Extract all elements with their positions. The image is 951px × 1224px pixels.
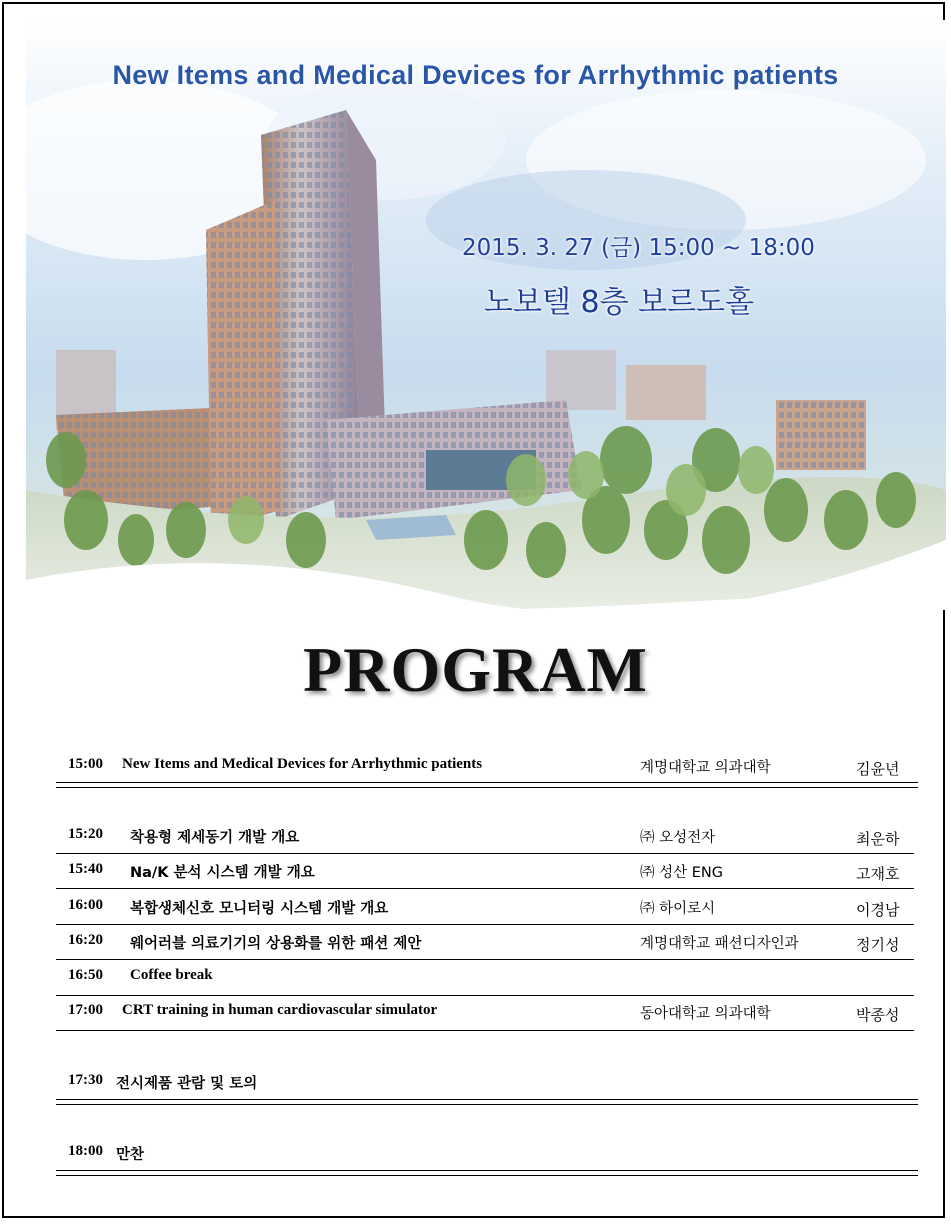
session-time: 15:00 xyxy=(68,756,103,772)
divider xyxy=(56,1030,914,1031)
divider xyxy=(56,853,914,854)
session-time: 18:00 xyxy=(68,1143,103,1159)
event-venue: 노보텔 8층 보르도홀 xyxy=(484,285,754,320)
session-time: 16:20 xyxy=(68,932,103,948)
session-organization: 계명대학교 패션디자인과 xyxy=(640,936,799,952)
session-topic: Coffee break xyxy=(130,967,213,983)
session-organization: 계명대학교 의과대학 xyxy=(640,760,771,776)
session-speaker: 최운하 xyxy=(856,830,900,848)
event-date: 2015. 3. 27 (금) 15:00 ~ 18:00 xyxy=(462,235,815,261)
program-row xyxy=(56,822,918,852)
divider xyxy=(56,995,914,996)
session-topic: Na/K 분석 시스템 개발 개요 xyxy=(130,865,315,881)
divider xyxy=(56,888,914,889)
program-heading: PROGRAM xyxy=(303,634,648,705)
divider xyxy=(56,1099,918,1105)
session-topic: 전시제품 관람 및 토의 xyxy=(116,1076,258,1092)
program-row xyxy=(56,998,918,1028)
session-topic: CRT training in human cardiovascular simulator xyxy=(122,1002,438,1018)
session-time: 17:00 xyxy=(68,1002,103,1018)
session-time: 16:50 xyxy=(68,967,103,983)
program-row xyxy=(56,893,918,923)
session-topic: 만찬 xyxy=(116,1147,145,1163)
program-row xyxy=(56,928,918,958)
session-topic: 웨어러블 의료기기의 상용화를 위한 패션 제안 xyxy=(130,936,422,952)
divider xyxy=(56,1170,918,1176)
divider xyxy=(56,782,918,788)
program-row xyxy=(56,752,918,782)
session-topic: 착용형 제세동기 개발 개요 xyxy=(130,830,300,846)
program-row xyxy=(56,857,918,887)
program-row xyxy=(56,1139,918,1169)
session-speaker: 이경남 xyxy=(856,901,900,919)
divider xyxy=(56,924,914,925)
session-time: 16:00 xyxy=(68,897,103,913)
session-topic: New Items and Medical Devices for Arrhythmic patients xyxy=(122,756,483,772)
session-organization: 동아대학교 의과대학 xyxy=(640,1006,771,1022)
session-organization: ㈜ 하이로시 xyxy=(640,901,716,917)
program-row xyxy=(56,1068,918,1098)
session-topic: 복합생체신호 모니터링 시스템 개발 개요 xyxy=(130,901,389,917)
session-speaker: 박종성 xyxy=(856,1006,900,1024)
event-title: New Items and Medical Devices for Arrhythmic patients xyxy=(112,60,839,90)
session-speaker: 고재호 xyxy=(856,865,900,883)
program-row xyxy=(56,963,918,993)
session-organization: ㈜ 성산 ENG xyxy=(640,865,723,881)
session-speaker: 정기성 xyxy=(856,936,900,954)
session-speaker: 김윤년 xyxy=(856,760,900,778)
session-time: 17:30 xyxy=(68,1072,103,1088)
divider xyxy=(56,959,914,960)
session-time: 15:20 xyxy=(68,826,103,842)
session-time: 15:40 xyxy=(68,861,103,877)
session-organization: ㈜ 오성전자 xyxy=(640,830,716,846)
